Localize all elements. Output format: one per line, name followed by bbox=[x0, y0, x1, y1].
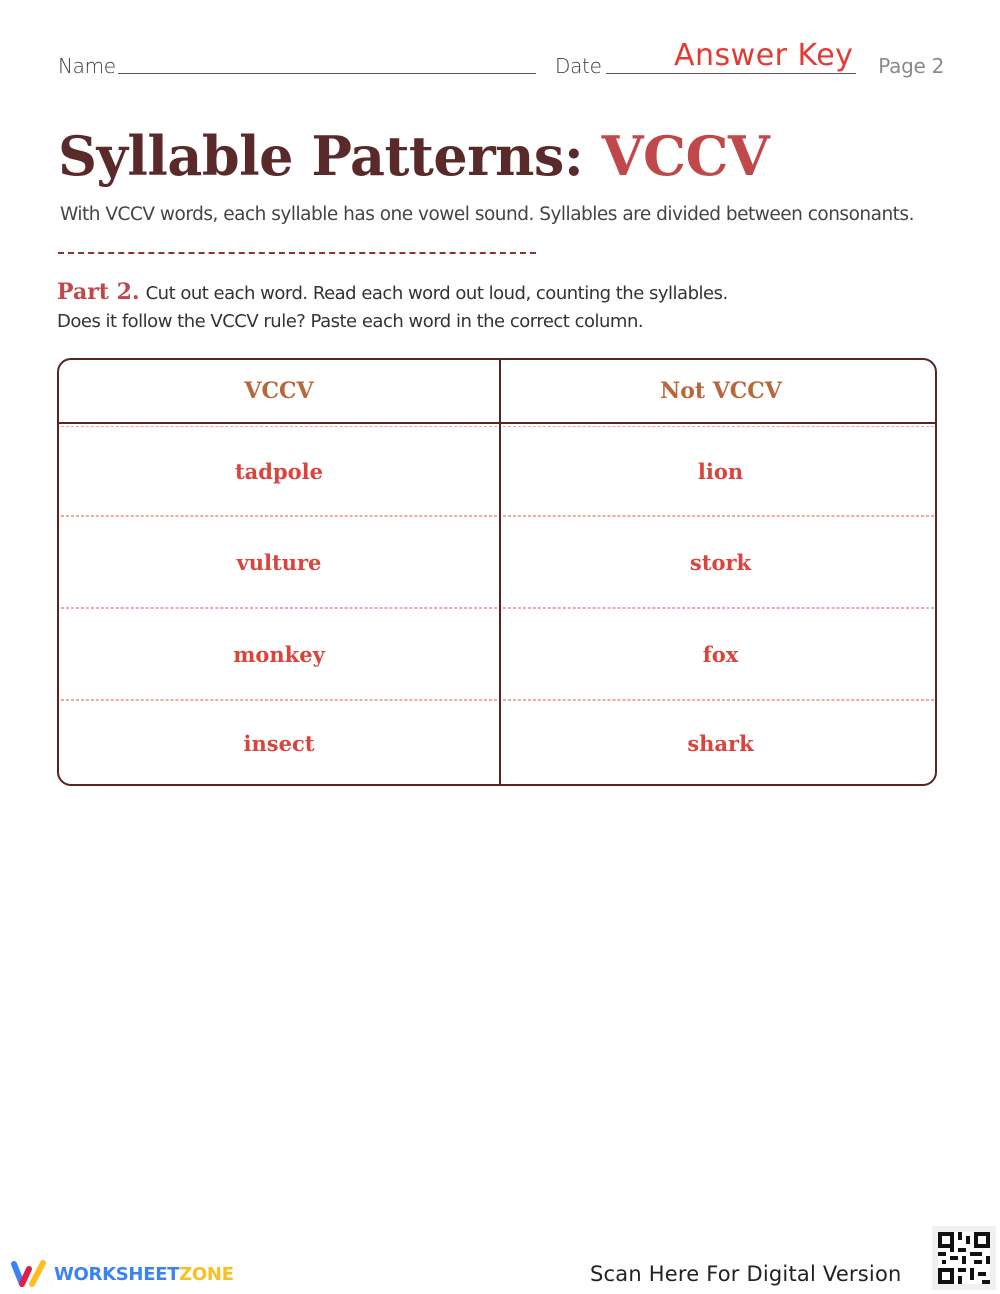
name-label: Name bbox=[58, 54, 116, 78]
scan-text: Scan Here For Digital Version bbox=[590, 1262, 902, 1286]
page-number: Page 2 bbox=[878, 54, 944, 78]
table-cell: lion bbox=[503, 426, 937, 516]
qr-code-icon[interactable] bbox=[932, 1226, 996, 1290]
table-cell: fox bbox=[503, 608, 937, 700]
instruction-line-2: Does it follow the VCCV rule? Paste each word in the correct column. bbox=[57, 311, 644, 332]
column-divider bbox=[499, 360, 501, 784]
table-cell: shark bbox=[503, 700, 937, 786]
sorting-table bbox=[57, 358, 937, 786]
date-label: Date bbox=[555, 54, 602, 78]
table-cell: tadpole bbox=[61, 426, 497, 516]
instruction-line-1: Cut out each word. Read each word out loud, counting the syllables. bbox=[145, 283, 728, 304]
name-line bbox=[118, 73, 536, 74]
instructions bbox=[57, 278, 728, 336]
table-cell: vulture bbox=[61, 516, 497, 608]
subtitle: With VCCV words, each syllable has one vowel sound. Syllables are divided between consonants. bbox=[60, 204, 914, 225]
title-main: Syllable Patterns: bbox=[58, 124, 602, 188]
page-title bbox=[58, 124, 769, 188]
table-cell: stork bbox=[503, 516, 937, 608]
title-accent: VCCV bbox=[601, 124, 770, 188]
part-label: Part 2. bbox=[57, 279, 140, 305]
date-line bbox=[606, 73, 856, 74]
column-header-not-vccv: Not VCCV bbox=[660, 378, 782, 404]
brand-name: WORKSHEETZONE bbox=[54, 1263, 234, 1285]
table-header bbox=[59, 360, 935, 424]
worksheet-header bbox=[58, 40, 944, 80]
dashed-divider bbox=[58, 252, 536, 254]
column-header-vccv: VCCV bbox=[244, 378, 314, 404]
table-cell: monkey bbox=[61, 608, 497, 700]
answer-key-label: Answer Key bbox=[674, 38, 854, 73]
worksheet-zone-w-icon bbox=[10, 1259, 48, 1289]
table-cell: insect bbox=[61, 700, 497, 786]
worksheet-zone-logo[interactable] bbox=[10, 1258, 234, 1290]
